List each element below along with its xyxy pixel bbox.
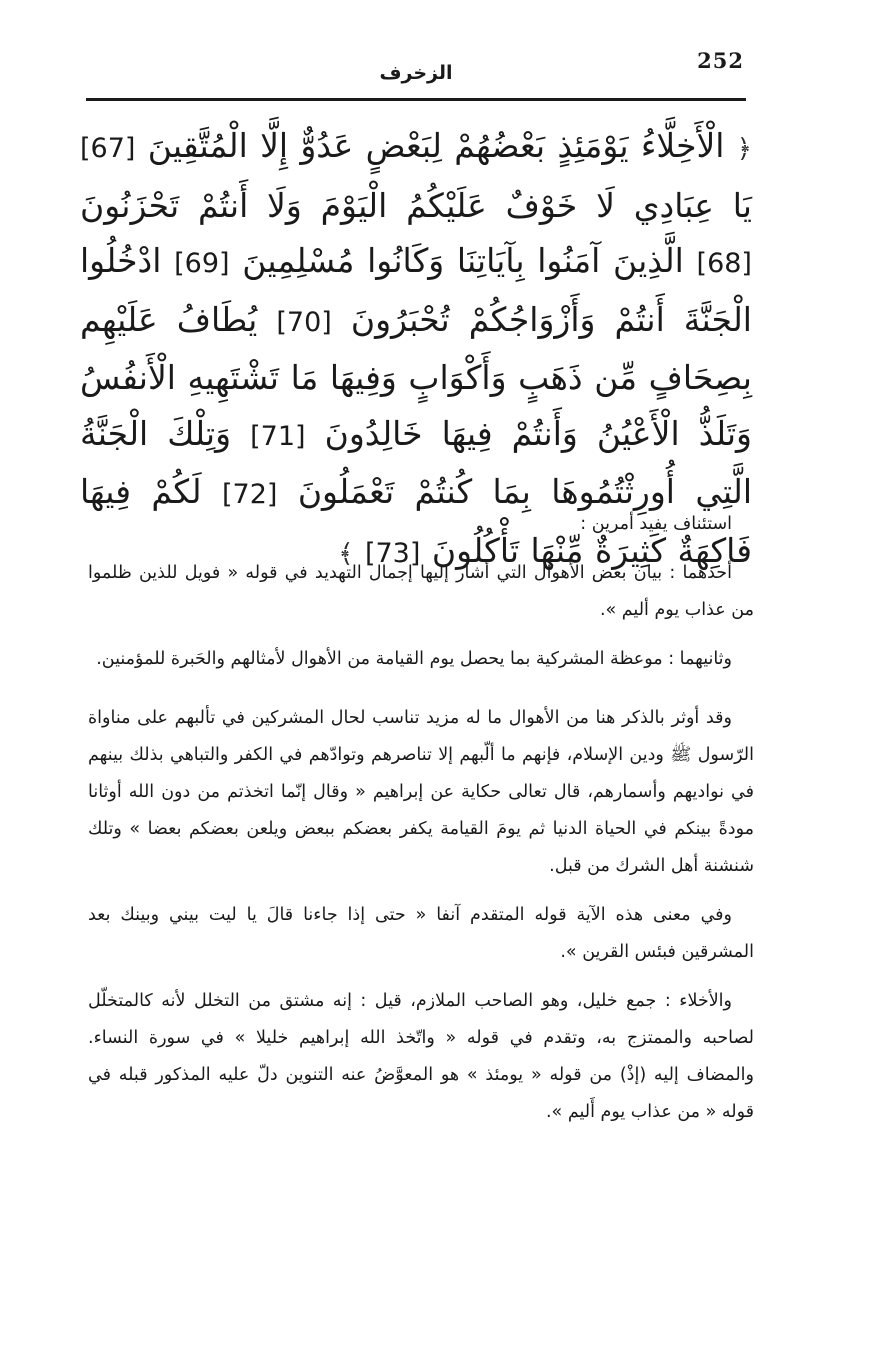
- commentary-paragraph: والأخلاء : جمع خليل، وهو الصاحب الملازم، قيل : إنه مشتق من التخلل لأنه كالمتخلّل لصاحبه والممتزج به، وتقدم في قوله « واتّخذ الله إبراهيم خليلا » في سورة النساء. والمضاف إليه (إذْ) من قوله « يومئذ » هو المعوَّضُ عنه التنوين دلّ عليه المذكور قبله في قوله « من عذاب يوم أَليم ».: [88, 991, 754, 1122]
- header-divider: [86, 98, 746, 101]
- verse-number: [68]: [696, 248, 752, 279]
- commentary-paragraph: وثانيهما : موعظة المشركية بما يحصل يوم القيامة من الأهوال لأمثالهم والحَبرة للمؤمنين.: [96, 649, 732, 669]
- verse-number: [67]: [80, 133, 136, 164]
- page-header: [86, 46, 746, 102]
- verse-number: [71]: [250, 420, 306, 452]
- verse-number: [69]: [174, 248, 230, 279]
- verse-number: [73]: [364, 537, 421, 569]
- verse-text: الْأَخِلَّاءُ يَوْمَئِذٍ بَعْضُهُمْ لِبَعْضٍ عَدُوٌّ إِلَّا الْمُتَّقِينَ: [147, 126, 725, 165]
- commentary-paragraph: استئناف يفيد أمرين :: [580, 514, 732, 534]
- ornate-open-bracket-icon: ﴿: [736, 134, 752, 164]
- commentary-section: [88, 506, 754, 1143]
- commentary-paragraph: وقد أوثر بالذكر هنا من الأهوال ما له مزيد تناسب لحال المشركين في تألبهم على مناواة الرّسول ﷺ ودين الإسلام، فإنهم ما ألّبهم إلا تناصرهم وتوادّهم في الكفر والتباهي بذلك بينهم في نواديهم وأسمارهم، قال تعالى حكاية عن إبراهيم « وقال إنّما اتخذتم من دون الله أوثانا مودةً بينكم في الحياة الدنيا ثم يومَ القيامة يكفر بعضكم ببعض ويلعن بعضكم بعضا » وتلك شنشنة أهل الشرك من قبل.: [88, 708, 754, 876]
- verse-text: ادْخُلُوا الْجَنَّةَ أَنتُمْ وَأَزْوَاجُكُمْ تُحْبَرُونَ: [80, 241, 752, 339]
- verse-number: [72]: [221, 479, 278, 510]
- verse-text: وَتِلْكَ الْجَنَّةُ الَّتِي أُورِثْتُمُوهَا بِمَا كُنتُمْ تَعْمَلُونَ: [80, 413, 753, 511]
- surah-title: الزخرف: [379, 62, 453, 84]
- commentary-paragraph: وفي معنى هذه الآية قوله المتقدم آنفا « حتى إذا جاءنا قالَ يا ليت بيني وبينك بعد المشرقين فبئس القرين ».: [88, 905, 754, 962]
- verse-number: [70]: [276, 306, 332, 338]
- verse-text: لَكُمْ فِيهَا فَاكِهَةٌ كَثِيرَةٌ مِّنْهَا تَأْكُلُونَ: [80, 472, 752, 570]
- verse-text: الَّذِينَ آمَنُوا بِآيَاتِنَا وَكَانُوا مُسْلِمِينَ: [242, 241, 684, 280]
- ornate-close-bracket-icon: ﴾: [338, 538, 354, 569]
- commentary-paragraph: أحدهما : بيان بعض الأهوال التي أشار إليها إجمال التهديد في قوله « فويل للذين ظلموا من عذاب يوم أليم ».: [88, 563, 754, 620]
- page-number: 252: [697, 48, 744, 73]
- verse-text: يُطَافُ عَلَيْهِم بِصِحَافٍ مِّن ذَهَبٍ وَأَكْوَابٍ وَفِيهَا مَا تَشْتَهِيهِ الْأَنفُسُ وَتَلَذُّ الْأَعْيُنُ وَأَنتُمْ فِيهَا خَالِدُونَ: [80, 299, 752, 453]
- verse-text: يَا عِبَادِي لَا خَوْفٌ عَلَيْكُمُ الْيَوْمَ وَلَا أَنتُمْ تَحْزَنُونَ: [80, 185, 752, 225]
